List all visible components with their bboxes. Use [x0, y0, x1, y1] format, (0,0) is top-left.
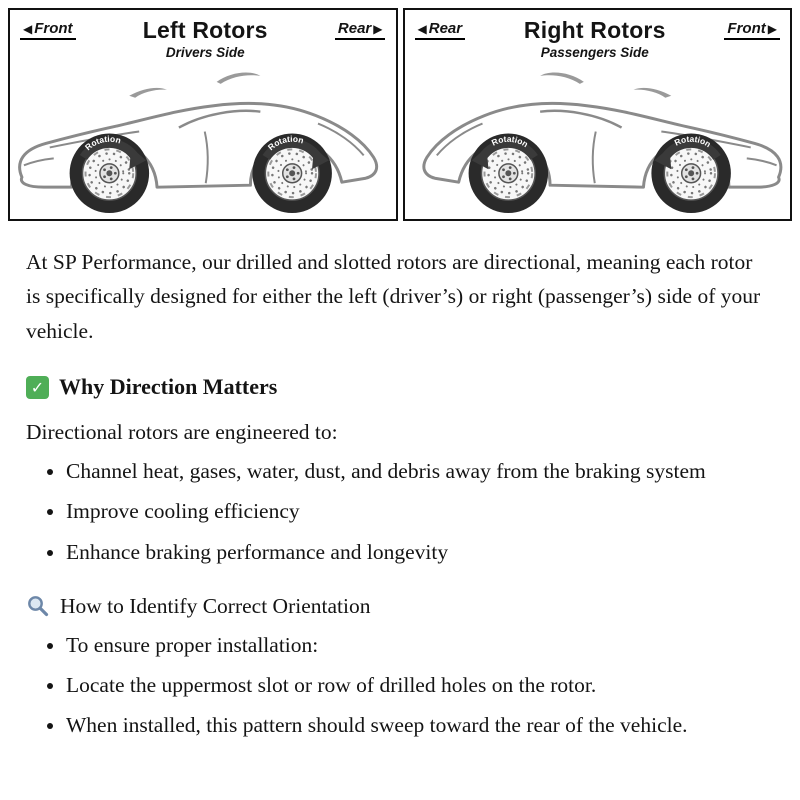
front-direction-label	[20, 20, 76, 40]
front-direction-label	[724, 20, 780, 40]
arrow-left-icon: ◀	[23, 21, 33, 36]
car-illustration-right	[405, 62, 791, 219]
bullet-item: • Channel heat, gases, water, dust, and debris away from the braking system	[66, 455, 770, 487]
article-body	[0, 221, 800, 776]
why-lead-text: Directional rotors are engineered to:	[26, 420, 338, 445]
identify-orientation-heading	[26, 594, 770, 619]
why-direction-matters-heading	[26, 374, 770, 400]
arrow-left-icon: ◀	[417, 21, 427, 36]
heading-text: How to Identify Correct Orientation	[60, 593, 371, 618]
bullet-item: • Locate the uppermost slot or row of drilled holes on the rotor.	[66, 669, 770, 701]
svg-text:Rotation: Rotation	[489, 133, 530, 150]
direction-text: Rear	[337, 20, 372, 37]
panel-header	[10, 10, 396, 60]
bullet-item: • When installed, this pattern should sweep toward the rear of the vehicle.	[66, 709, 770, 741]
bullet-item: • Improve cooling efficiency	[66, 495, 770, 527]
why-bullet-list	[38, 455, 770, 568]
panel-title: Right Rotors	[523, 17, 666, 43]
car-illustration-left	[10, 62, 396, 219]
panel-titles	[143, 17, 268, 60]
direction-text: Front	[34, 20, 73, 37]
diagram-panel-left-rotors	[8, 8, 398, 221]
arrow-right-icon: ▶	[373, 21, 383, 36]
arrow-right-icon: ▶	[767, 21, 777, 36]
bullet-item: • Enhance braking performance and longevity	[66, 536, 770, 568]
svg-text:Rotation: Rotation	[672, 133, 713, 150]
panel-subtitle: Passengers Side	[540, 45, 649, 60]
svg-text:Rotation: Rotation	[265, 133, 305, 153]
panel-titles	[524, 17, 666, 60]
panel-header	[405, 10, 791, 60]
identify-bullet-list	[38, 629, 770, 742]
rear-direction-label	[415, 20, 466, 40]
rotor-direction-diagram	[0, 0, 800, 221]
bullet-item: • To ensure proper installation:	[66, 629, 770, 661]
svg-text:Rotation: Rotation	[82, 133, 123, 153]
panel-subtitle: Drivers Side	[165, 45, 245, 60]
panel-title: Left Rotors	[142, 17, 268, 43]
magnifier-icon	[26, 594, 50, 618]
direction-text: Rear	[428, 20, 463, 37]
green-check-icon	[26, 376, 49, 399]
direction-text: Front	[727, 20, 766, 37]
diagram-panel-right-rotors	[403, 8, 793, 221]
rear-direction-label	[335, 20, 386, 40]
heading-text: Why Direction Matters	[59, 374, 278, 400]
intro-paragraph: At SP Performance, our drilled and slotted rotors are directional, meaning each rotor is specifically designed for either the left (driver’s) or right (passenger’s) side of your vehicle.	[26, 249, 761, 343]
